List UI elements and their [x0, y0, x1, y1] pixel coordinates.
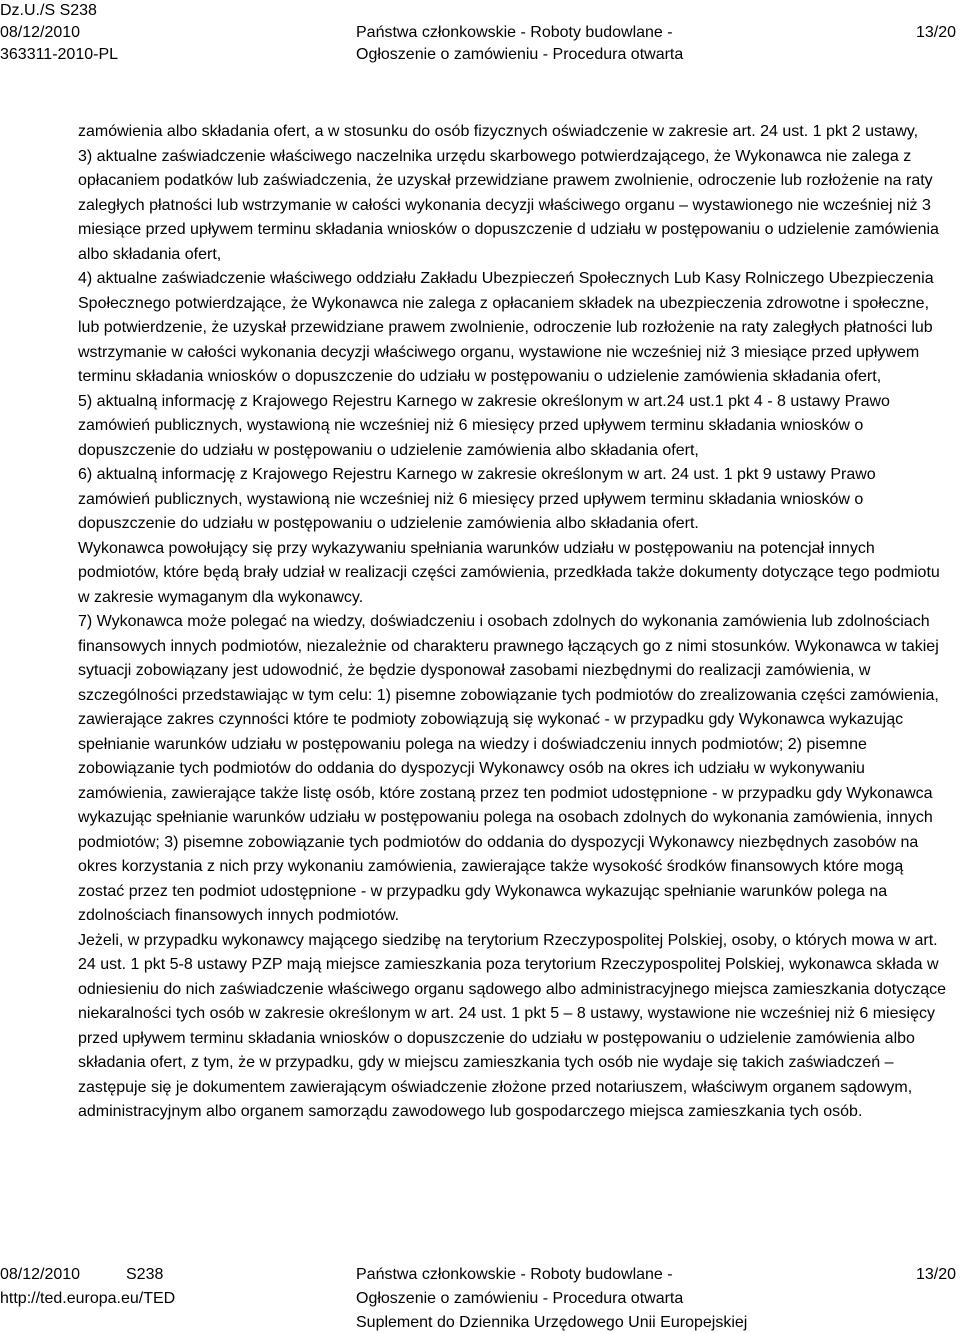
paragraph: zamówienia albo składania ofert, a w stosunku do osób fizycznych oświadczenie w zakresie art. 24 ust. 1 pkt 2 ustawy,: [78, 123, 919, 140]
header-date: 08/12/2010: [0, 24, 81, 41]
journal-title: Dz.U./S S238: [0, 2, 97, 19]
paragraph: Jeżeli, w przypadku wykonawcy mającego siedzibę na terytorium Rzeczypospolitej Polskiej, osoby, o których mowa w art. 24 ust. 1 pkt 5-8 ustawy PZP mają miejsce zamieszkania poza terytorium Rzeczypospolitej Polskiej, wykonawca składa w odniesieniu do nich zaświadczenie właściwego organu sądowego albo administracyjnego miejsca zamieszkania dotyczące niekaralności tych osób w zakresie określonym w art. 24 ust. 1 pkt 5 – 8 ustawy, wystawione nie wcześniej niż 6 miesięcy przed upływem terminu składania wniosków o dopuszczenie do udziału w postępowaniu o udzielenie zamówienia albo składania ofert, z tym, że w przypadku, gdy w miejscu zamieszkania tych osób nie wydaje się takich zaświadczeń – zastępuje się je dokumentem zawierającym oświadczenie złożone przed notariuszem, właściwym organem sądowym, administracyjnym albo organem samorządu zawodowego lub gospodarczego miejsca zamieszkania tych osób.: [78, 931, 947, 1120]
paragraph: 4) aktualne zaświadczenie właściwego oddziału Zakładu Ubezpieczeń Społecznych Lub Kasy Rolniczego Ubezpieczenia Społecznego potwierdzające, że Wykonawca nie zalega z opłacaniem składek na ubezpieczenia zdrowotne i społeczne, lub potwierdzenie, że uzyskał przewidziane prawem zwolnienie, odroczenie lub rozłożenie na raty zaległych płatności lub wstrzymanie w całości wykonania decyzji właściwego organu, wystawione nie wcześniej niż 3 miesiące przed upływem terminu składania wniosków o dopuszczenie do udziału w postępowaniu o udzielenie zamówienia składania ofert,: [78, 270, 934, 385]
footer-supplement: Suplement do Dziennika Urzędowego Unii Europejskiej: [356, 1314, 748, 1331]
paragraph: 5) aktualną informację z Krajowego Rejestru Karnego w zakresie określonym w art.24 ust.1 pkt 4 - 8 ustawy Prawo zamówień publicznych, wystawioną nie wcześniej niż 6 miesięcy przed upływem terminu składania wniosków o dopuszczenie do udziału w postępowaniu o udzielenie zamówienia albo składania ofert,: [78, 392, 890, 459]
footer-page-number: 13/20: [915, 1266, 956, 1283]
page-header: [0, 0, 960, 70]
header-procedure: Ogłoszenie o zamówieniu - Procedura otwarta: [356, 46, 684, 63]
document-body: [78, 120, 950, 1125]
footer-procedure: Ogłoszenie o zamówieniu - Procedura otwarta: [356, 1290, 684, 1307]
paragraph: Wykonawca powołujący się przy wykazywaniu spełniania warunków udziału w postępowaniu na potencjał innych podmiotów, które będą brały udział w realizacji części zamówienia, przedkłada także dokumenty dotyczące tego podmiotu w zakresie wymaganym dla wykonawcy.: [78, 539, 940, 606]
header-page-number: 13/20: [915, 24, 956, 41]
paragraph: 6) aktualną informację z Krajowego Rejestru Karnego w zakresie określonym w art. 24 ust. 1 pkt 9 ustawy Prawo zamówień publicznych, wystawioną nie wcześniej niż 6 miesięcy przed upływem terminu składania wniosków o dopuszczenie do udziału w postępowaniu o udzielenie zamówienia albo składania ofert.: [78, 466, 876, 532]
footer-code: S238: [126, 1266, 164, 1283]
ted-link[interactable]: http://ted.europa.eu/TED: [0, 1290, 176, 1307]
paragraph: 7) Wykonawca może polegać na wiedzy, doświadczeniu i osobach zdolnych do wykonania zamówienia lub zdolnościach finansowych innych podmiotów, niezależnie od charakteru prawnego łączących go z nimi stosunków. Wykonawca w takiej sytuacji zobowiązany jest udowodnić, że będzie dysponował zasobami niezbędnymi do realizacji zamówienia, w szczególności przedstawiając w tym celu: 1) pisemne zobowiązanie tych podmiotów do zrealizowania części zamówienia, zawierające zakres czynności które te podmioty zobowiązują się wykonać - w przypadku gdy Wykonawca wykazując spełnianie warunków udziału w postępowaniu polega na wiedzy i doświadczeniu innych podmiotów; 2) pisemne zobowiązanie tych podmiotów do oddania do dyspozycji Wykonawcy osób na okres ich udziału w wykonywaniu zamówienia, zawierające także listę osób, które zostaną przez ten podmiot udostępnione - w przypadku gdy Wykonawca wykazując spełnianie warunków udziału w postępowaniu polega na osobach zdolnych do wykonania zamówienia, innych podmiotów; 3) pisemne zobowiązanie tych podmiotów do oddania do dyspozycji Wykonawcy niezbędnych zasobów na okres korzystania z nich przy wykonaniu zamówienia, zawierające także wysokość środków finansowych które mogą zostać przez ten podmiot udostępnione - w przypadku gdy Wykonawca wykazując spełnianie warunków polega na zdolnościach finansowych innych podmiotów.: [78, 613, 939, 924]
page-footer: [0, 1262, 960, 1334]
header-category: Państwa członkowskie - Roboty budowlane -: [356, 24, 673, 41]
footer-date: 08/12/2010: [0, 1266, 81, 1283]
paragraph: 3) aktualne zaświadczenie właściwego naczelnika urzędu skarbowego potwierdzającego, że Wykonawca nie zalega z opłacaniem podatków lub zaświadczenia, że uzyskał przewidziane prawem zwolnienie, odroczenie lub rozłożenie na raty zaległych płatności lub wstrzymanie w całości wykonania decyzji właściwego organu – wystawionego nie wcześniej niż 3 miesiące przed upływem terminu składania wniosków o dopuszczenie d udziału w postępowaniu o udzielenie zamówienia albo składania ofert,: [78, 147, 939, 263]
footer-category: Państwa członkowskie - Roboty budowlane -: [356, 1266, 673, 1283]
notice-number: 363311-2010-PL: [0, 46, 119, 63]
